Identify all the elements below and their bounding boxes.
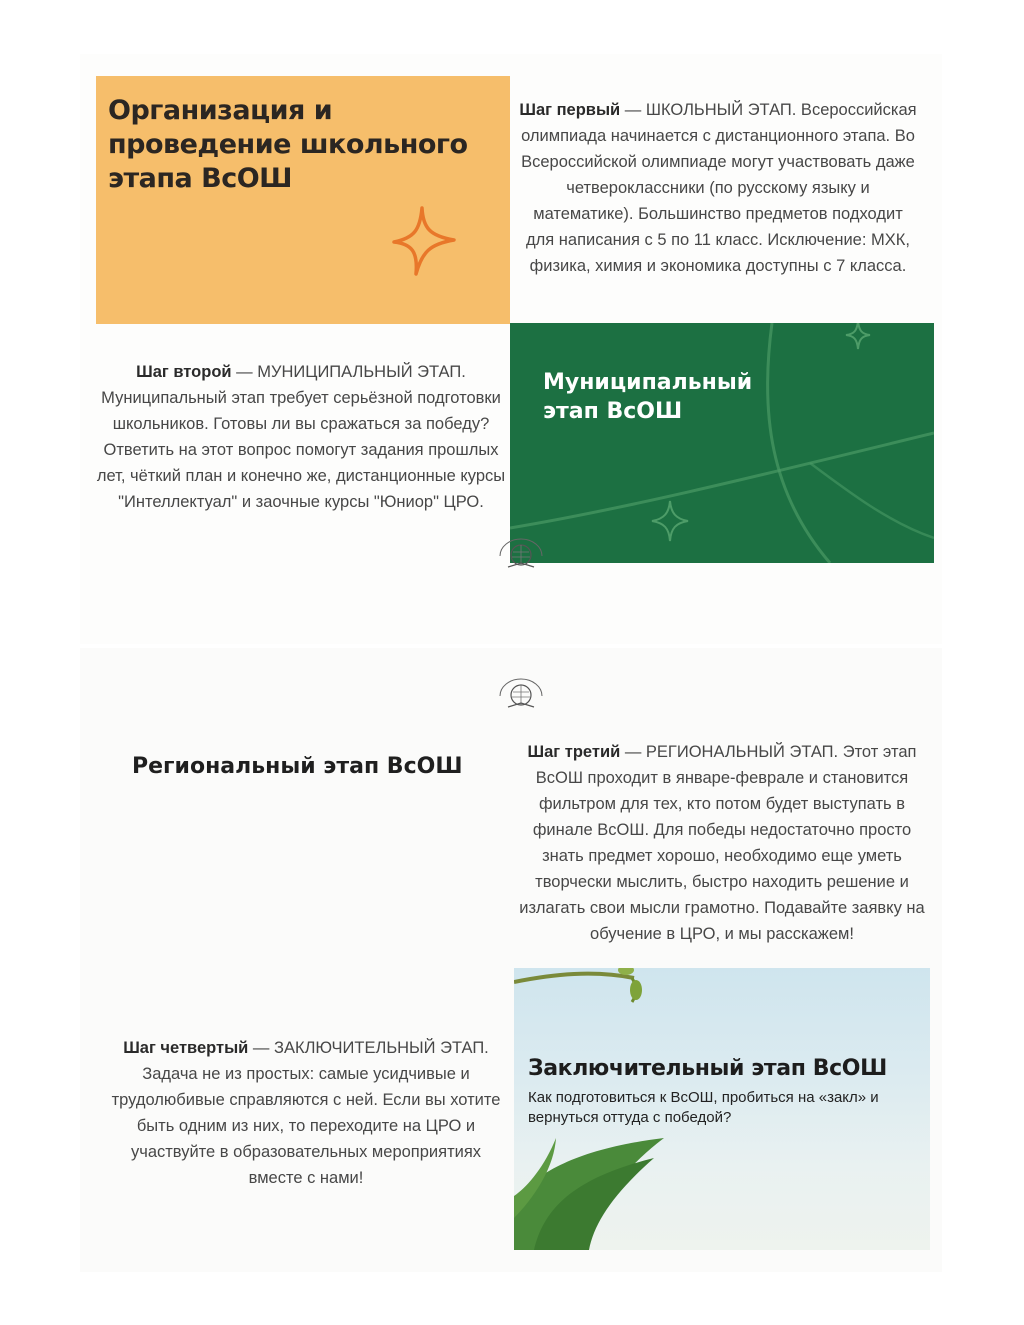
orange-card-title: Организация и проведение школьного этапа ВсОШ xyxy=(108,95,468,194)
final-card-title: Заключительный этап ВсОШ xyxy=(528,1056,887,1081)
step-three-dash: — xyxy=(620,742,646,761)
step-two-text xyxy=(88,359,514,515)
step-three-text xyxy=(514,739,930,947)
step-four-text xyxy=(108,1035,504,1191)
step-four-heading: Шаг четвертый xyxy=(123,1038,249,1057)
municipal-card-title xyxy=(543,368,752,426)
step-four-body: ЗАКЛЮЧИТЕЛЬНЫЙ ЭТАП. Задача не из простых: самые усидчивые и трудолюбивые справляются с ней. Если вы хотите быть одним из них, то переходите на ЦРО и участвуйте в образовательных мероприятиях вместе с нами! xyxy=(111,1038,501,1187)
step-two-body: МУНИЦИПАЛЬНЫЙ ЭТАП. Муниципальный этап требует серьёзной подготовки школьников. Готовы ли вы сражаться за победу? Ответить на этот вопрос помогут задания прошлых лет, чёткий план и конечно же, дистанционные курсы "Интеллектуал" и заочные курсы "Юниор" ЦРО. xyxy=(96,362,506,511)
municipal-title-line-2: этап ВсОШ xyxy=(543,399,683,424)
orange-title-card xyxy=(96,76,510,324)
municipal-title-line-1: Муниципальный xyxy=(543,370,753,395)
step-one-text xyxy=(518,97,918,279)
municipal-stage-card xyxy=(510,323,934,563)
step-two-dash: — xyxy=(231,362,258,381)
green-card-art xyxy=(510,323,934,563)
step-two-heading: Шаг второй xyxy=(136,362,232,381)
step-one-body: ШКОЛЬНЫЙ ЭТАП. Всероссийская олимпиада начинается с дистанционного этапа. Во Всероссийской олимпиаде могут участвовать даже четвероклассники (по русскому языку и математике). Большинство предметов подходит для написания с 5 по 11 класс. Исключение: МХК, физика, химия и экономика доступны с 7 класса. xyxy=(521,100,917,275)
step-three-body: РЕГИОНАЛЬНЫЙ ЭТАП. Этот этап ВсОШ проходит в январе-феврале и становится фильтром для тех, кто потом будет выступать в финале ВсОШ. Для победы недостаточно просто знать предмет хорошо, необходимо еще уметь творчески мыслить, быстро находить решение и излагать свои мысли грамотно. Подавайте заявку на обучение в ЦРО, и мы расскажем! xyxy=(519,742,925,943)
regional-stage-title: Региональный этап ВсОШ xyxy=(132,754,463,779)
step-four-dash: — xyxy=(248,1038,275,1057)
sparkle-icon xyxy=(392,206,456,276)
step-one-heading: Шаг первый xyxy=(519,100,621,119)
step-one-dash: — xyxy=(620,100,646,119)
final-card-subtitle: Как подготовиться к ВсОШ, пробиться на «закл» и вернуться оттуда с победой? xyxy=(528,1089,879,1126)
step-three-heading: Шаг третий xyxy=(527,742,621,761)
cro-logo-icon xyxy=(492,536,550,572)
final-stage-card xyxy=(514,968,930,1250)
cro-logo-icon xyxy=(492,676,550,712)
